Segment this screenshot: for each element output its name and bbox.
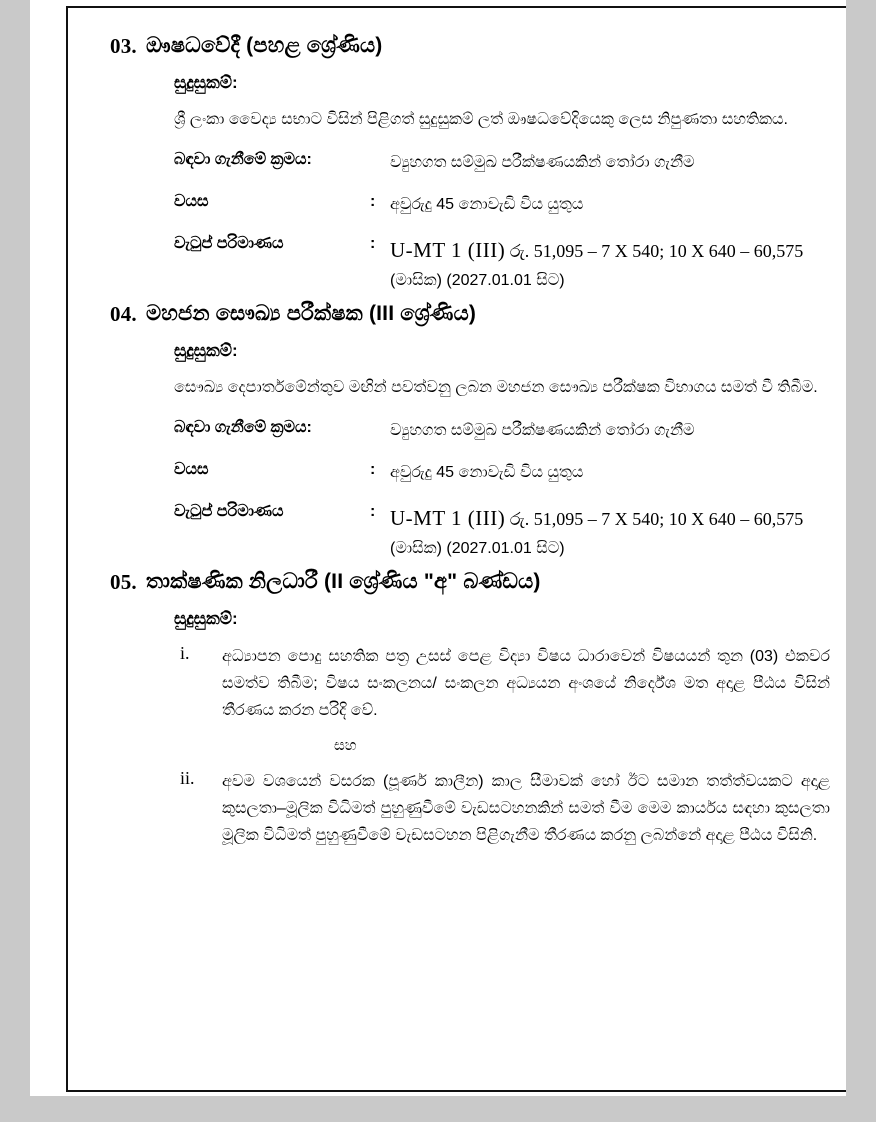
page-margin-right [846, 0, 876, 1122]
section-number: 03. [110, 34, 137, 58]
page-margin-bottom [0, 1096, 876, 1122]
recruitment-method-row [174, 419, 848, 443]
section-title: ඖෂධවේදී (පහළ ශ්‍රේණිය) [146, 34, 383, 57]
list-text: අධ්‍යාපන පොදු සහතික පත්‍ර උසස් පෙළ විද්‍යා විෂය ධාරාවෙන් විෂයයන් තුන (03) එකවර සමත්ව තිබීම; විෂය සංකලනය/ සංකලන අධ්‍යයන අංශයේ නිර්දේශ මත අදාළ පීඨය විසින් තීරණය කරන පරිදි වේ. [222, 648, 830, 720]
list-text: අවම වශයෙන් වසරක (පූර්ණ කාලීන) කාල සීමාවක් හෝ ඊට සමාන තත්ත්වයකට අදාළ කුසලතා–මූලික විධිමත් පුහුණුවීමේ වැඩසටහනකින් සමත් වීම මෙම කාර්යය සඳහා කුසලතා මූලික විධිමත් පුහුණුවීමේ වැඩසටහන පිළිගැනීම තීරණය කරනු ලබන්නේ අදාළ පීඨය විසිනි. [222, 772, 830, 844]
recruitment-method-row [174, 151, 848, 175]
salary-code: U-MT 1 (III) [390, 238, 506, 263]
age-value: අවුරුදු 45 නොවැඩි විය යුතුය [390, 464, 584, 482]
qualifications-label: සුදුසුකම්: [174, 341, 238, 361]
section-number: 05. [110, 570, 137, 595]
salary-value [390, 503, 848, 560]
recruitment-method-value: ව්‍යුහගත සම්මුඛ පරීක්ෂණයකින් තෝරා ගැනීම [390, 422, 695, 440]
salary-code: U-MT 1 (III) [390, 506, 506, 531]
salary-note: (මාසික) (2027.01.01 සිට) [390, 271, 565, 289]
age-colon: : [370, 193, 376, 211]
salary-note: (මාසික) (2027.01.01 සිට) [390, 539, 565, 557]
conjunction-text: සහ [334, 736, 357, 754]
cut-off-header-text [88, 14, 848, 24]
page-border-frame [66, 6, 872, 1092]
salary-scale: රු. 51,095 – 7 X 540; 10 X 640 – 60,575 [509, 241, 804, 262]
job-section-04 [88, 302, 848, 560]
section-title: මහජන සෞඛ්‍ය පරීක්ෂක (III ශ්‍රේණිය) [146, 302, 477, 326]
age-row [174, 461, 848, 485]
recruitment-method-label: බඳවා ගැනීමේ ක්‍රමය: [174, 419, 312, 437]
qualifications-label: සුදුසුකම්: [174, 609, 238, 629]
section-heading [88, 34, 848, 59]
job-section-03 [88, 34, 848, 292]
list-marker: i. [180, 643, 190, 664]
section-title: තාක්ෂණික නිලධාරී (II ශ්‍රේණිය "අ" බණ්ඩය) [146, 570, 541, 594]
list-item [174, 643, 848, 725]
section-number: 04. [110, 302, 137, 327]
age-label: වයස [174, 461, 209, 479]
salary-label: වැටුප් පරිමාණය [174, 235, 284, 253]
salary-colon: : [370, 503, 376, 521]
salary-scale: රු. 51,095 – 7 X 540; 10 X 640 – 60,575 [509, 509, 804, 530]
qualification-text: ශ්‍රී ලංකා වෛද්‍ය සභාට විසින් පිළිගත් සුදුසුකම් ලත් ඖෂධවේදියෙකු ලෙස නිපුණතා සහතිකය. [174, 111, 788, 128]
page-margin-left [0, 0, 30, 1122]
salary-colon: : [370, 235, 376, 253]
qualification-text: සෞඛ්‍ය දෙපාර්තමේන්තුව මඟින් පවත්වනු ලබන මහජන සෞඛ්‍ය පරීක්ෂක විභාගය සමත් වී තිබීම. [174, 379, 818, 397]
salary-value [390, 235, 848, 292]
list-item [174, 768, 848, 850]
salary-row [174, 503, 848, 560]
age-row [174, 193, 848, 217]
recruitment-method-value: ව්‍යුහගත සම්මුඛ පරීක්ෂණයකින් තෝරා ගැනීම [390, 154, 695, 172]
qualifications-label: සුදුසුකම්: [174, 73, 238, 92]
salary-row [174, 235, 848, 292]
list-marker: ii. [180, 767, 195, 788]
age-colon: : [370, 461, 376, 479]
recruitment-method-label: බඳවා ගැනීමේ ක්‍රමය: [174, 151, 312, 169]
section-heading [88, 302, 848, 327]
age-label: වයස [174, 193, 209, 211]
document-page [30, 0, 876, 1122]
job-section-05 [88, 570, 848, 849]
salary-label: වැටුප් පරිමාණය [174, 503, 284, 521]
page-content [68, 8, 870, 859]
section-heading [88, 570, 848, 595]
age-value: අවුරුදු 45 නොවැඩි විය යුතුය [390, 196, 584, 214]
